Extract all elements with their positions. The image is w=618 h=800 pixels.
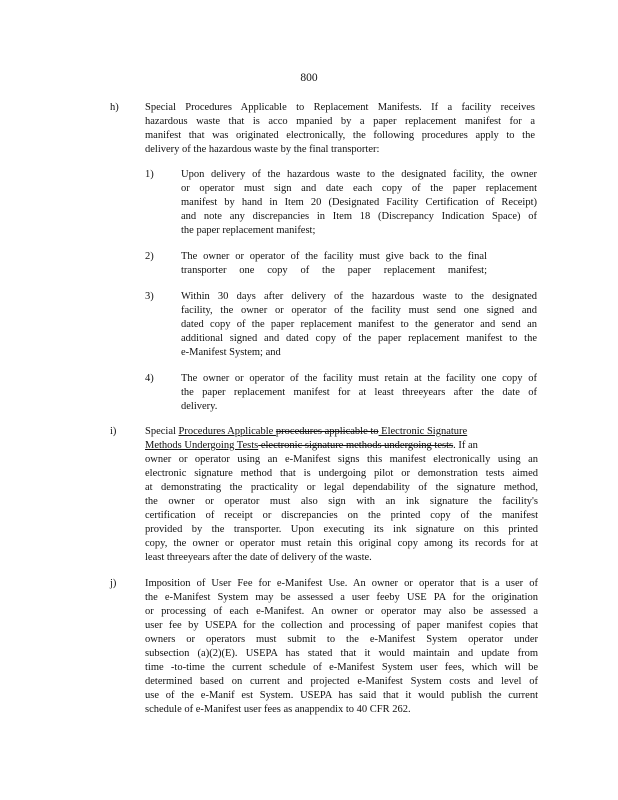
text-line: at demonstrating the practicality or legal dependability of the signature method, <box>145 482 538 493</box>
text-run: Special <box>145 426 179 437</box>
text-line: owner or operator using an e-Manifest signs this manifest electronically using an <box>145 454 538 465</box>
text-line: The owner or operator of the facility must retain at the facility one copy of <box>181 373 537 384</box>
inserted-text: Electronic Signature <box>378 426 468 437</box>
text-line: hazardous waste that is acco mpanied by a paper replacement manifest for a <box>145 116 535 127</box>
text-line: additional signed and dated copy of the paper replacement manifest to the <box>181 333 537 344</box>
text-line: or operator must sign and date each copy of the paper replacement <box>181 183 537 194</box>
subsection-label-i: i) <box>110 426 117 437</box>
subsection-j-text <box>145 577 538 717</box>
inserted-text: Methods Undergoing Tests <box>145 440 259 451</box>
text-line: subsection (a)(2)(E). USEPA has stated that it would maintain and update from <box>145 648 538 659</box>
text-line: Upon delivery of the hazardous waste to the designated facility, the owner <box>181 169 537 180</box>
text-line: copy, the owner or operator must retain this original copy among its records for at <box>145 538 538 549</box>
page-number: 800 <box>300 72 318 84</box>
subsection-i-text <box>145 425 538 565</box>
text-line: the e-Manifest System may be assessed a user feeby USE PA for the origination <box>145 592 538 603</box>
item-1-text <box>181 168 537 238</box>
text-line: use of the e-Manif est System. USEPA has said that it would publish the current <box>145 690 538 701</box>
text-line: Imposition of User Fee for e-Manifest Use. An owner or operator that is a user of <box>145 578 538 589</box>
text-line: delivery. <box>181 401 218 412</box>
text-line: manifest by hand in Item 20 (Designated Facility Certification of Receipt) <box>181 197 537 208</box>
text-line: provided by the transporter. Upon executing its ink signature on this printed <box>145 524 538 535</box>
text-line: the paper replacement manifest for at least threeyears after the date of <box>181 387 537 398</box>
subsection-label-h: h) <box>110 102 119 113</box>
item-label-2: 2) <box>145 251 154 262</box>
subsection-h-text <box>145 101 535 157</box>
text-run: . If an <box>453 440 478 451</box>
text-line: and note any discrepancies in Item 18 (Discrepancy Indication Space) of <box>181 211 537 222</box>
item-3-text <box>181 290 537 360</box>
text-line: user fee by USEPA for the collection and processing of paper manifest copies that <box>145 620 538 631</box>
text-line: certification of receipt or discrepancies on the printed copy of the manifest <box>145 510 538 521</box>
text-line: schedule of e-Manifest user fees as anappendix to 40 CFR 262. <box>145 704 411 715</box>
text-line: Within 30 days after delivery of the hazardous waste to the designated <box>181 291 537 302</box>
text-line: or processing of each e-Manifest. An owner or operator may also be assessed a <box>145 606 538 617</box>
amended-heading-line-2 <box>145 439 538 453</box>
amended-heading-line-1 <box>145 425 538 439</box>
item-label-4: 4) <box>145 373 154 384</box>
text-line: the owner or operator must also sign with an ink signature the facility's <box>145 496 538 507</box>
text-line: Special Procedures Applicable to Replacement Manifests. If a facility receives <box>145 102 535 113</box>
text-line: determined based on current and projected e-Manifest System costs and level of <box>145 676 538 687</box>
text-line: e-Manifest System; and <box>181 347 281 358</box>
text-line: dated copy of the paper replacement manifest to the generator and send an <box>181 319 537 330</box>
text-line: delivery of the hazardous waste by the final transporter: <box>145 144 380 155</box>
subsection-label-j: j) <box>110 578 117 589</box>
text-line: The owner or operator of the facility must give back to the final <box>181 251 487 262</box>
text-line: facility, the owner or operator of the facility must send one signed and <box>181 305 537 316</box>
deleted-text: electronic signature methods undergoing tests <box>258 440 454 451</box>
item-label-1: 1) <box>145 169 154 180</box>
text-line: transporter one copy of the paper replacement manifest; <box>181 265 487 276</box>
item-2-text <box>181 250 487 278</box>
deleted-text: procedures applicable to <box>275 426 379 437</box>
text-line: time -to-time the current schedule of e-Manifest System user fees, which will be <box>145 662 538 673</box>
inserted-text: Procedures Applicable <box>178 426 276 437</box>
text-line: electronic signature method that is undergoing pilot or demonstration tests aimed <box>145 468 538 479</box>
text-line: owners or operators must submit to the e-Manifest System operator under <box>145 634 538 645</box>
item-4-text <box>181 372 537 414</box>
item-label-3: 3) <box>145 291 154 302</box>
text-line: the paper replacement manifest; <box>181 225 316 236</box>
text-line: manifest that was originated electronically, the following procedures apply to the <box>145 130 535 141</box>
text-line: least threeyears after the date of delivery of the waste. <box>145 552 372 563</box>
